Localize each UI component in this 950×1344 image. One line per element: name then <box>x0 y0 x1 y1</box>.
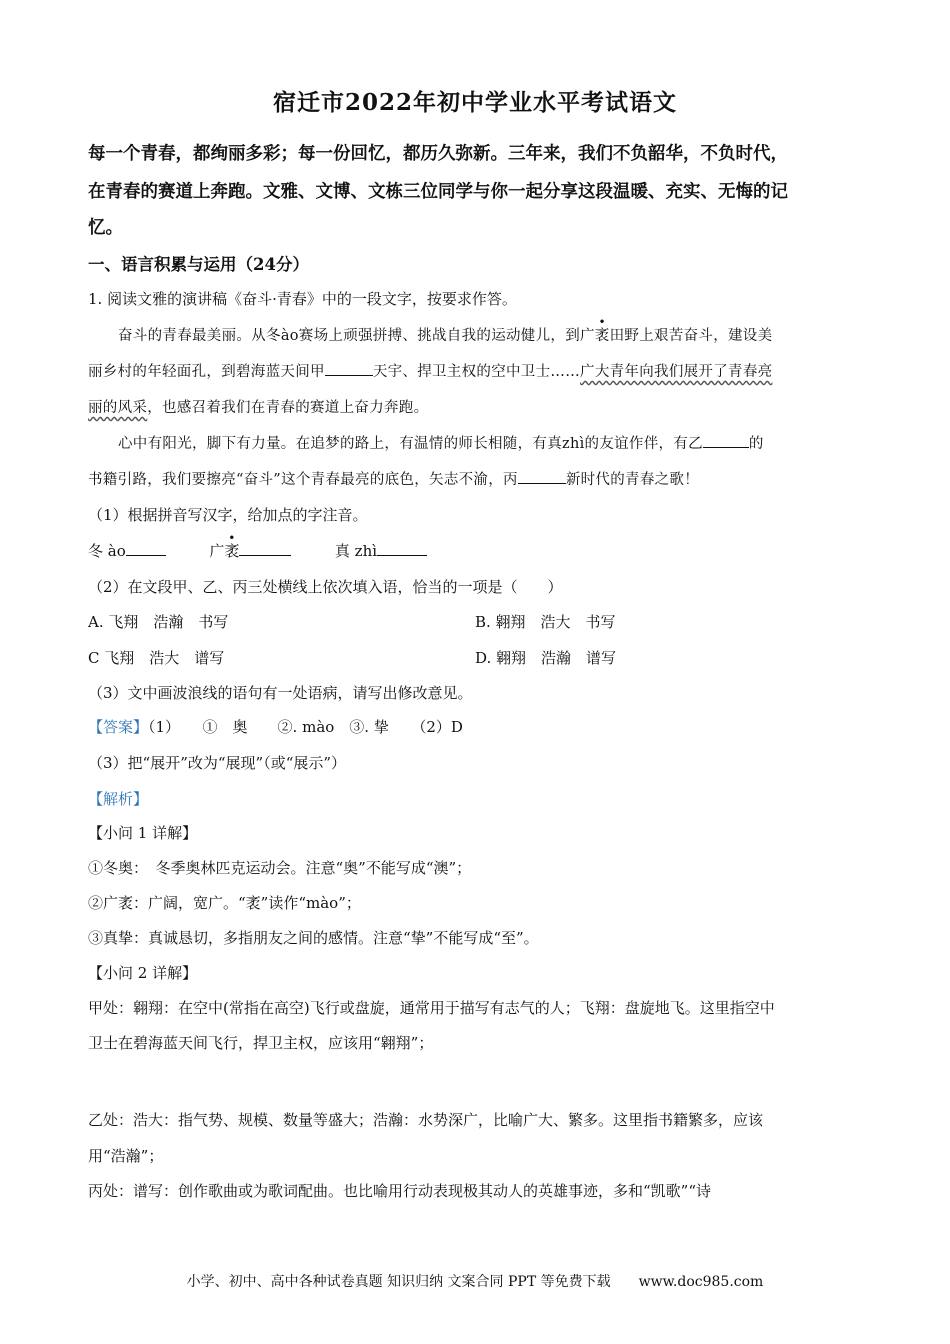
answer-line-2: （3）把“展开”改为“展现”（或“展示”） <box>88 754 347 772</box>
blank-jia[interactable] <box>325 361 373 376</box>
detail-2-line: 用“浩瀚”； <box>88 1147 164 1165</box>
option-d[interactable]: D. 翱翔 浩瀚 谱写 <box>475 649 617 667</box>
wavy-underlined-sentence: 广大青年向我们展开了青春亮 <box>580 364 773 380</box>
detail-2-line: 卫士在碧海蓝天间飞行，捍卫主权，应该用“翱翔”； <box>88 1034 434 1052</box>
option-a[interactable]: A. 飞翔 浩瀚 书写 <box>88 613 229 631</box>
answer-text: （1） ① 奥 ②. mào ③. 挚 （2）D <box>148 718 463 736</box>
intro-line-2: 在青春的赛道上奔跑。文雅、文博、文栋三位同学与你一起分享这段温暖、充实、无悔的记 <box>88 182 788 202</box>
detail-1-line: ②广袤：广阔，宽广。“袤”读作“mào”； <box>88 894 361 912</box>
passage-text: 田野上艰苦奋斗，建设美 <box>609 328 773 344</box>
dotted-character: • 袤 <box>224 531 240 560</box>
question-1-stem: 1. 阅读文雅的演讲稿《奋斗·青春》中的一段文字，按要求作答。 <box>88 290 517 308</box>
fill-blank-zhi[interactable] <box>377 541 427 556</box>
wavy-underlined-sentence-end: 丽的风采 <box>88 400 148 416</box>
page-title: 宿迁市2022年初中学业水平考试语文 <box>272 89 677 116</box>
sub-question-2: （2）在文段甲、乙、丙三处横线上依次填入语，恰当的一项是（ ） <box>88 578 563 596</box>
sub-question-1: （1）根据拼音写汉字，给加点的字注音。 <box>88 506 368 524</box>
detail-2-line: 甲处：翱翔：在空中(常指在高空)飞行或盘旋，通常用于描写有志气的人；飞翔：盘旋地飞。这里指空中 <box>88 999 775 1017</box>
blank-yi[interactable] <box>703 433 749 448</box>
intro-line-3: 忆。 <box>88 218 123 238</box>
detail-1-line: ①冬奥： 冬季奥林匹克运动会。注意“奥”不能写成“澳”； <box>88 859 472 877</box>
intro-line-1: 每一个青春，都绚丽多彩；每一份回忆，都历久弥新。三年来，我们不负韶华，不负时代， <box>88 144 788 164</box>
analysis-label: 【解析】 <box>88 790 149 808</box>
passage-line-1 <box>118 315 773 345</box>
passage-text: 心中有阳光，脚下有力量。在追梦的路上，有温情的师长相随，有真 <box>118 436 562 452</box>
pinyin-ao: ào <box>280 328 299 344</box>
passage-text: 的 <box>748 436 764 452</box>
passage-text: 奋斗的青春最美丽。从冬 <box>118 328 281 344</box>
fill-label-ao: 冬 ào <box>88 542 126 560</box>
fill-blank-mao[interactable] <box>239 541 291 556</box>
sub-question-3: （3）文中画波浪线的语句有一处语病，请写出修改意见。 <box>88 684 473 702</box>
blank-bing[interactable] <box>518 469 566 484</box>
pinyin-zhi: zhì <box>562 436 585 452</box>
answer-label: 【答案】 <box>88 718 149 736</box>
detail-1-label: 【小问 1 详解】 <box>88 824 198 842</box>
detail-2-line: 丙处：谱写：创作歌曲或为歌词配曲。也比喻用行动表现极其动人的英雄事迹，多和“凯歌”“诗 <box>88 1182 712 1200</box>
option-b[interactable]: B. 翱翔 浩大 书写 <box>475 613 616 631</box>
passage-text: 丽乡村的年轻面孔，到碧海蓝天间甲 <box>88 364 325 380</box>
option-c[interactable]: C 飞翔 浩大 谱写 <box>88 649 225 667</box>
passage-line-3 <box>88 396 428 417</box>
fill-blank-ao[interactable] <box>126 541 166 556</box>
answer-row <box>88 716 463 737</box>
passage-text: 赛场上顽强拼搏、挑战自我的运动健儿，到广 <box>298 328 595 344</box>
passage-line-4 <box>118 432 764 453</box>
emphasis-dot-icon: • <box>598 315 606 329</box>
fill-label-mao: 广 <box>209 542 225 560</box>
fill-label-zhi: 真 zhì <box>334 542 378 560</box>
passage-text: 的友谊作伴，有乙 <box>584 436 703 452</box>
fill-row <box>88 531 427 561</box>
detail-2-label: 【小问 2 详解】 <box>88 964 198 982</box>
emphasis-dot-icon: • <box>228 531 236 545</box>
detail-2-line: 乙处：浩大：指气势、规模、数量等盛大；浩瀚：水势深广，比喻广大、繁多。这里指书籍繁多，应该 <box>88 1111 764 1129</box>
passage-line-2 <box>88 360 772 381</box>
dotted-character: • 袤 <box>594 315 610 344</box>
page-footer[interactable]: 小学、初中、高中各种试卷真题 知识归纳 文案合同 PPT 等免费下载 www.doc985.com <box>186 1274 764 1290</box>
passage-text: 天宇、捍卫主权的空中卫士…… <box>372 364 581 380</box>
passage-text: 新时代的青春之歌！ <box>565 472 700 488</box>
passage-text: 书籍引路，我们要擦亮“奋斗”这个青春最亮的底色，矢志不渝，丙 <box>88 472 518 488</box>
detail-1-line: ③真挚：真诚恳切，多指朋友之间的感情。注意“挚”不能写成“至”。 <box>88 929 539 947</box>
section-heading: 一、语言积累与运用（24分） <box>88 255 309 274</box>
passage-line-5 <box>88 468 699 489</box>
passage-text: ，也感召着我们在青春的赛道上奋力奔跑。 <box>147 400 429 416</box>
